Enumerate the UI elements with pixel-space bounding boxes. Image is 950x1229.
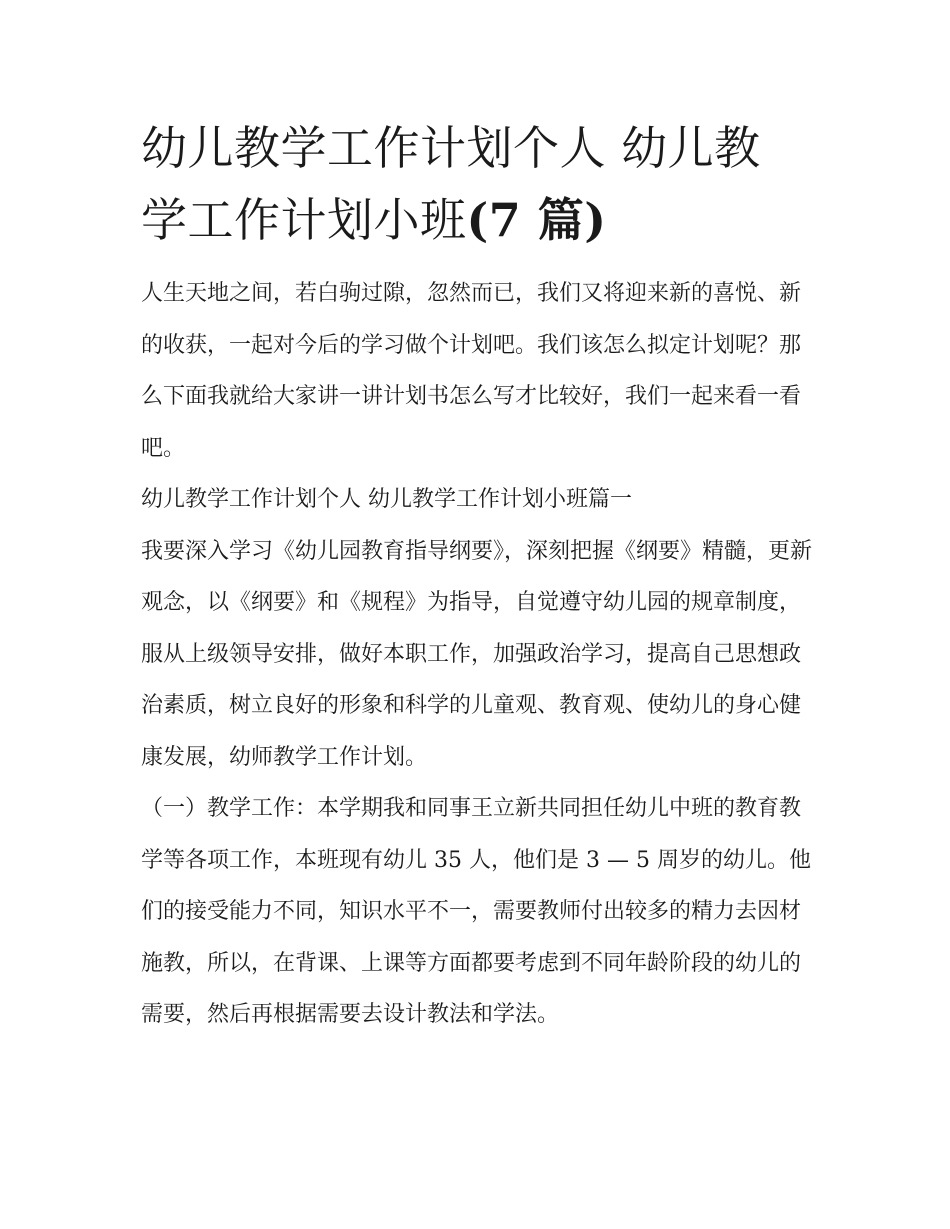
document-title [141, 112, 813, 256]
title-line-1: 幼儿教学工作计划个人 幼儿教 [141, 121, 761, 175]
body-paragraph-1: 我要深入学习《幼儿园教育指导纲要》，深刻把握《纲要》精髓，更新观念，以《纲要》和《规程》为指导，自觉遵守幼儿园的规章制度，服从上级领导安排，做好本职工作，加强政治学习，提高自己思想政治素质，树立良好的形象和科学的儿童观、教育观、使幼儿的身心健康发展，幼师教学工作计划。 [141, 538, 813, 770]
title-suffix: (7 篇) [466, 193, 607, 247]
section-heading: 幼儿教学工作计划个人 幼儿教学工作计划小班篇一 [141, 487, 632, 512]
intro-paragraph: 人生天地之间，若白驹过隙，忽然而已，我们又将迎来新的喜悦、新的收获，一起对今后的学习做个计划吧。我们该怎么拟定计划呢？那么下面我就给大家讲一讲计划书怎么写才比较好，我们一起来看一看吧。 [141, 281, 802, 461]
title-line-2: 学工作计划小班 [141, 193, 467, 247]
document-page [141, 112, 813, 1041]
body-paragraph-2: （一）教学工作：本学期我和同事王立新共同担任幼儿中班的教育教学等各项工作，本班现有幼儿 35 人，他们是 3 — 5 周岁的幼儿。他们的接受能力不同，知识水平不一，需要教师付出较多的精力去因材施教，所以，在背课、上课等方面都要考虑到不同年龄阶段的幼儿的需要，然后再根据需要去设计教法和学法。 [141, 796, 811, 1027]
